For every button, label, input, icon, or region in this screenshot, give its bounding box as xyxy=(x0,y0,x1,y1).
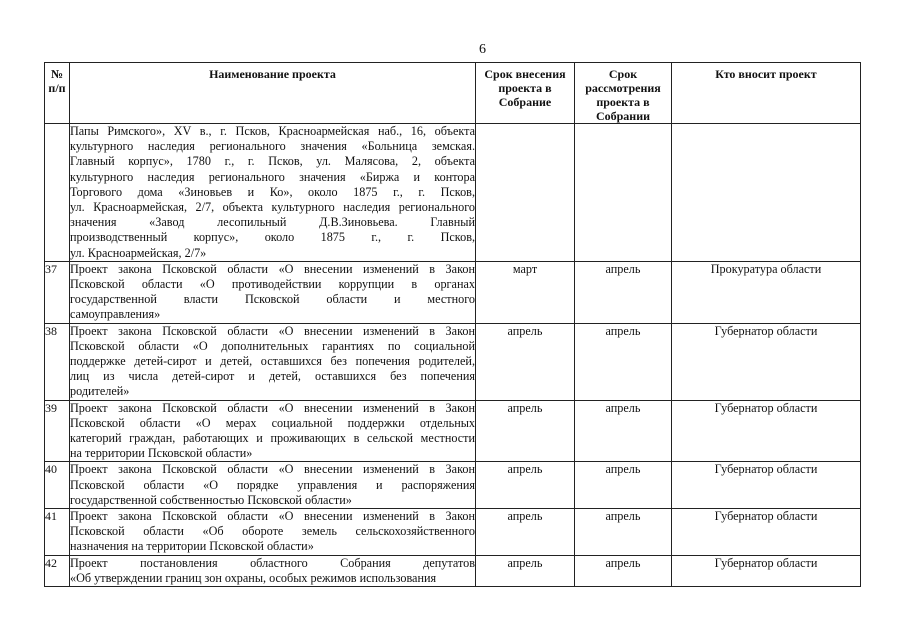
project-name-line: Псковской области «О дополнительных гарантиях по социальной xyxy=(70,338,475,353)
project-name-line: Папы Римского», XV в., г. Псков, Красноармейская наб., 16, объекта xyxy=(70,124,475,138)
project-name-line: Главный корпус», 1780 г., г. Псков, ул. Малясова, 2, объекта xyxy=(70,154,475,169)
project-name-line: Проект закона Псковской области «О внесении изменений в Закон xyxy=(70,323,475,338)
row-number: 39 xyxy=(45,400,70,462)
header-name: Наименование проекта xyxy=(70,63,476,124)
row-number: 38 xyxy=(45,323,70,400)
project-name-line: на территории Псковской области» xyxy=(70,446,253,461)
table-header-row xyxy=(45,63,861,124)
row-number: 41 xyxy=(45,509,70,556)
review-term xyxy=(575,124,672,262)
project-name-line: лиц из числа детей-сирот и детей, оставшихся без попечения xyxy=(70,369,475,384)
review-term: апрель xyxy=(575,462,672,509)
project-name-line: ул. Красноармейская, 2/7, объекта культурного наследия регионального xyxy=(70,200,475,215)
project-name-line: Проект закона Псковской области «О внесении изменений в Закон xyxy=(70,261,475,276)
project-name xyxy=(70,555,476,586)
project-name xyxy=(70,509,476,556)
submitter: Губернатор области xyxy=(672,509,861,556)
review-term: апрель xyxy=(575,509,672,556)
submit-term: март xyxy=(476,261,575,323)
project-name xyxy=(70,323,476,400)
submit-term: апрель xyxy=(476,509,575,556)
project-name-line: культурного наследия регионального значения «Больница земская. xyxy=(70,139,475,154)
project-name-line: Псковской области «Об обороте земель сельскохозяйственного xyxy=(70,524,475,539)
table-body xyxy=(45,124,861,587)
page-number: 6 xyxy=(479,42,486,57)
project-name-line: категорий граждан, работающих и проживающих в сельской местности xyxy=(70,431,475,446)
table-row xyxy=(45,261,861,323)
header-who: Кто вносит проект xyxy=(672,63,861,124)
submitter: Губернатор области xyxy=(672,555,861,586)
submit-term: апрель xyxy=(476,462,575,509)
table-row xyxy=(45,462,861,509)
row-number: 40 xyxy=(45,462,70,509)
submit-term: апрель xyxy=(476,555,575,586)
projects-table xyxy=(44,62,861,587)
project-name-line: поддержке детей-сирот и детей, оставшихся без попечения родителей, xyxy=(70,354,475,369)
table-row xyxy=(45,124,861,262)
project-name xyxy=(70,400,476,462)
table-row xyxy=(45,509,861,556)
table-row xyxy=(45,555,861,586)
table-row xyxy=(45,323,861,400)
project-name-line: назначения на территории Псковской области» xyxy=(70,539,314,554)
submit-term: апрель xyxy=(476,400,575,462)
project-name-line: родителей» xyxy=(70,384,130,399)
submitter: Прокуратура области xyxy=(672,261,861,323)
project-name xyxy=(70,261,476,323)
review-term: апрель xyxy=(575,400,672,462)
submit-term xyxy=(476,124,575,262)
header-submit: Срок внесения проекта в Собрание xyxy=(476,63,575,124)
header-review: Срок рассмотрения проекта в Собрании xyxy=(575,63,672,124)
review-term: апрель xyxy=(575,323,672,400)
project-name-line: Псковской области «О порядке управления и распоряжения xyxy=(70,477,475,492)
project-name-line: ул. Красноармейская, 2/7» xyxy=(70,245,207,260)
project-name xyxy=(70,124,476,262)
submitter: Губернатор области xyxy=(672,400,861,462)
submitter xyxy=(672,124,861,262)
project-name-line: значения «Завод лесопильный Д.В.Зиновьева. Главный xyxy=(70,215,475,230)
project-name-line: Торгового дома «Зиновьев и Ко», около 1875 г., г. Псков, xyxy=(70,184,475,199)
project-name-line: самоуправления» xyxy=(70,307,161,322)
project-name-line: Проект постановления областного Собрания депутатов xyxy=(70,555,475,570)
row-number: 37 xyxy=(45,261,70,323)
project-name-line: Псковской области «О противодействии коррупции в органах xyxy=(70,277,475,292)
submit-term: апрель xyxy=(476,323,575,400)
project-name-line: культурного наследия регионального значения «Биржа и контора xyxy=(70,169,475,184)
project-name-line: производственный корпус», около 1875 г., г. Псков, xyxy=(70,230,475,245)
project-name-line: Проект закона Псковской области «О внесении изменений в Закон xyxy=(70,509,475,524)
row-number xyxy=(45,124,70,262)
submitter: Губернатор области xyxy=(672,462,861,509)
submitter: Губернатор области xyxy=(672,323,861,400)
project-name-line: Проект закона Псковской области «О внесении изменений в Закон xyxy=(70,400,475,415)
project-name-line: «Об утверждении границ зон охраны, особых режимов использования xyxy=(70,570,437,585)
header-num: № п/п xyxy=(45,63,70,124)
table-row xyxy=(45,400,861,462)
row-number: 42 xyxy=(45,555,70,586)
project-name-line: государственной власти Псковской области и местного xyxy=(70,292,475,307)
review-term: апрель xyxy=(575,555,672,586)
review-term: апрель xyxy=(575,261,672,323)
project-name-line: государственной собственностью Псковской области» xyxy=(70,492,352,507)
project-name xyxy=(70,462,476,509)
project-name-line: Псковской области «О мерах социальной поддержки отдельных xyxy=(70,415,475,430)
project-name-line: Проект закона Псковской области «О внесении изменений в Закон xyxy=(70,462,475,477)
